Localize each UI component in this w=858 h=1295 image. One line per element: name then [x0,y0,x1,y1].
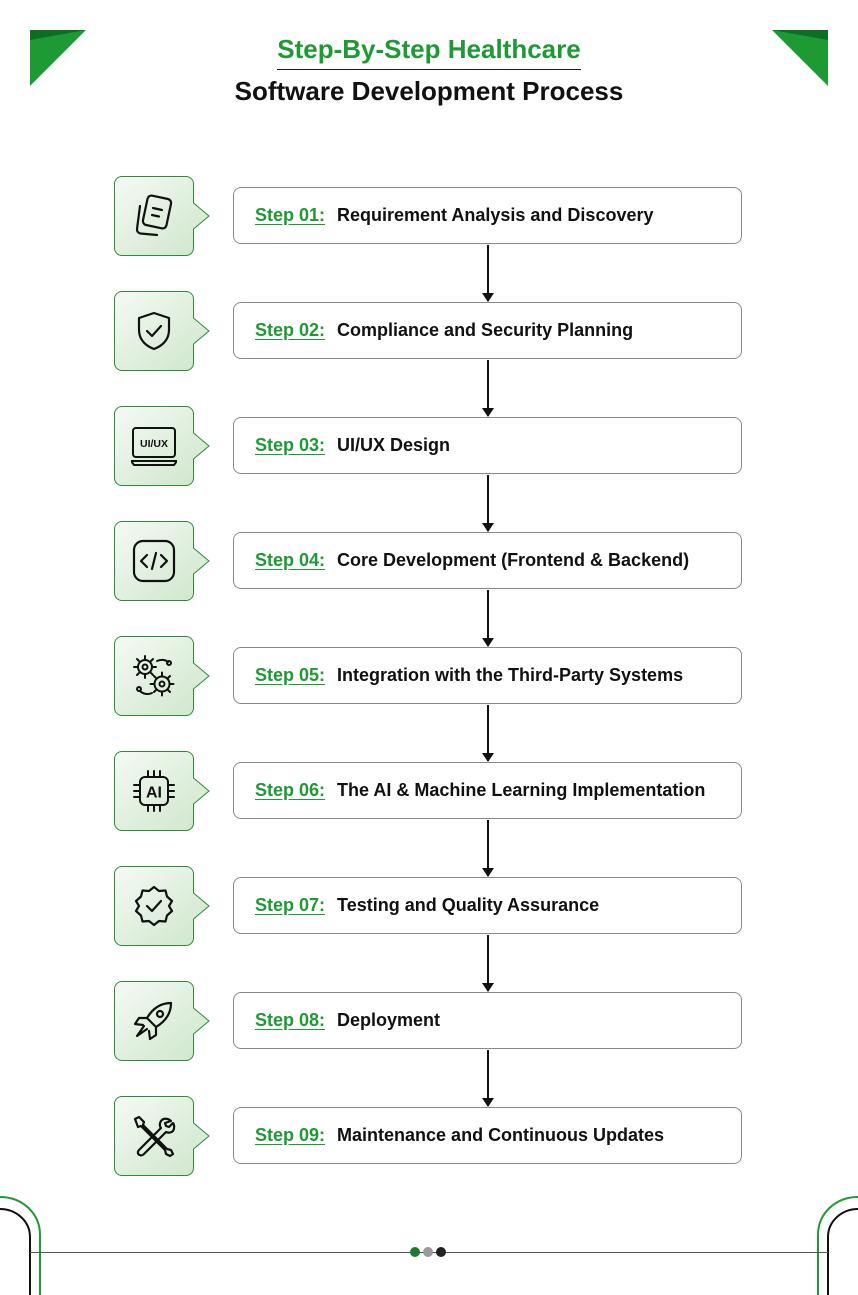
svg-text:AI: AI [146,784,162,802]
rocket-icon [131,998,177,1044]
step-label: Requirement Analysis and Discovery [337,205,654,225]
step-label: Integration with the Third-Party Systems [337,665,684,685]
ai-chip-icon [131,768,177,814]
step-card [233,992,742,1049]
document-icon [131,193,177,239]
connector-arrow [487,935,489,991]
step-icon-box [114,521,210,601]
title-line-2: Software Development Process [234,76,624,106]
connector-arrow [487,245,489,301]
connector-arrow [487,705,489,761]
step-icon-box [114,751,210,831]
connector-arrow [487,1050,489,1106]
step-card [233,187,742,244]
step-label: Testing and Quality Assurance [337,895,600,915]
step-label: Core Development (Frontend & Backend) [337,550,690,570]
step-number: Step 08: [255,1010,326,1030]
step-label: The AI & Machine Learning Implementation [337,780,706,800]
step-number: Step 07: [255,895,326,915]
step-label: Compliance and Security Planning [337,320,634,340]
footer-dot [410,1247,420,1257]
shield-check-icon [131,308,177,354]
title-line-1: Step-By-Step Healthcare [277,34,580,70]
step-card [233,1107,742,1164]
step-icon-box [114,1096,210,1176]
page-title [0,34,858,107]
connector-arrow [487,360,489,416]
footer-arc-left [0,1195,42,1295]
connector-arrow [487,590,489,646]
step-card [233,877,742,934]
step-label: Deployment [337,1010,441,1030]
step-number: Step 03: [255,435,326,455]
step-number: Step 05: [255,665,326,685]
step-number: Step 01: [255,205,326,225]
laptop-uiux-icon [131,423,177,469]
step-icon-box [114,291,210,371]
footer-arc-right [816,1195,858,1295]
tools-icon [131,1113,177,1159]
step-card [233,532,742,589]
step-number: Step 04: [255,550,326,570]
step-card [233,302,742,359]
step-icon-box [114,981,210,1061]
step-card [233,762,742,819]
code-icon [131,538,177,584]
step-card [233,417,742,474]
step-number: Step 02: [255,320,326,340]
step-icon-box [114,176,210,256]
step-icon-box [114,866,210,946]
step-number: Step 09: [255,1125,326,1145]
footer-dot [436,1247,446,1257]
footer-dot [423,1247,433,1257]
step-label: UI/UX Design [337,435,451,455]
step-number: Step 06: [255,780,326,800]
step-icon-box [114,406,210,486]
svg-text:UI/UX: UI/UX [139,438,169,450]
step-label: Maintenance and Continuous Updates [337,1125,665,1145]
step-icon-box [114,636,210,716]
badge-check-icon [131,883,177,929]
connector-arrow [487,820,489,876]
connector-arrow [487,475,489,531]
gears-icon [131,653,177,699]
step-card [233,647,742,704]
footer-dots [410,1247,446,1257]
